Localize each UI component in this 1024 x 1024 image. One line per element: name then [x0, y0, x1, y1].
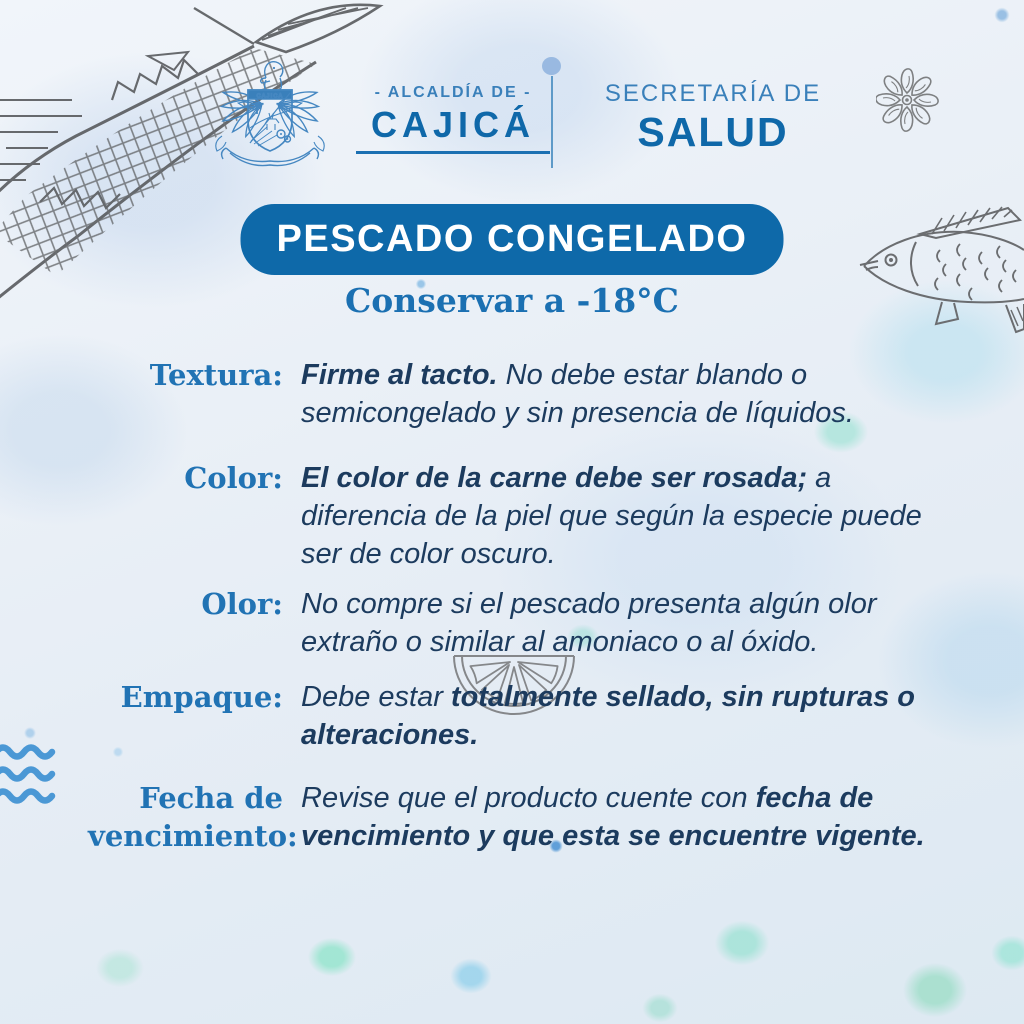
secretaria-tagline: SECRETARÍA DE	[604, 80, 822, 107]
title-badge: PESCADO CONGELADO	[241, 204, 784, 275]
spec-text-bold: totalmente sellado, sin rupturas o alteraciones.	[301, 681, 916, 751]
spec-list	[88, 356, 960, 855]
secretaria-name: SALUD	[637, 109, 789, 155]
alcaldia-underline	[356, 151, 550, 154]
spec-row-empaque	[88, 678, 960, 754]
spec-text-bold: El color de la carne debe ser rosada;	[301, 462, 808, 494]
spec-text	[301, 585, 960, 661]
spec-text	[301, 459, 960, 573]
spec-row-fecha-vencimiento	[88, 779, 960, 855]
spec-text-normal: Revise que el producto cuente con	[301, 782, 756, 814]
spec-text	[301, 678, 960, 754]
spec-label: Fecha de vencimiento:	[88, 781, 298, 853]
spec-text-normal: Debe estar	[301, 681, 451, 713]
alcaldia-logo	[350, 84, 556, 154]
spec-text-normal: a diferencia de la piel que según la especie puede ser de color oscuro.	[301, 462, 922, 570]
spec-text-bold: Firme al tacto.	[301, 359, 498, 391]
alcaldia-name: CAJICÁ	[370, 104, 535, 145]
spec-label: Color:	[184, 461, 283, 495]
spec-text-bold: fecha de vencimiento y que esta se encuentre vigente.	[301, 782, 925, 852]
subtitle: Conservar a -18°C	[345, 281, 679, 320]
spec-text	[301, 779, 960, 855]
waves-icon	[0, 742, 58, 808]
spec-text-normal: No compre si el pescado presenta algún olor extraño o similar al amoniaco o al óxido.	[301, 588, 877, 658]
star-anise-icon	[876, 62, 940, 136]
crest-band-text: CAJICA	[256, 93, 284, 100]
alcaldia-tagline: - ALCALDÍA DE -	[374, 84, 532, 101]
spec-label: Olor:	[201, 587, 283, 621]
secretaria-logo	[596, 80, 830, 156]
spec-row-color	[88, 459, 960, 573]
cajica-coat-of-arms-icon	[208, 56, 332, 168]
spec-row-olor	[88, 585, 960, 661]
logo-divider	[551, 76, 553, 168]
spec-row-textura	[88, 356, 960, 432]
spec-label: Textura:	[149, 358, 283, 392]
spec-label: Empaque:	[120, 680, 283, 714]
spec-text-normal: No debe estar blando o semicongelado y sin presencia de líquidos.	[301, 359, 854, 429]
spec-text	[301, 356, 960, 432]
divider-dot	[542, 57, 561, 75]
